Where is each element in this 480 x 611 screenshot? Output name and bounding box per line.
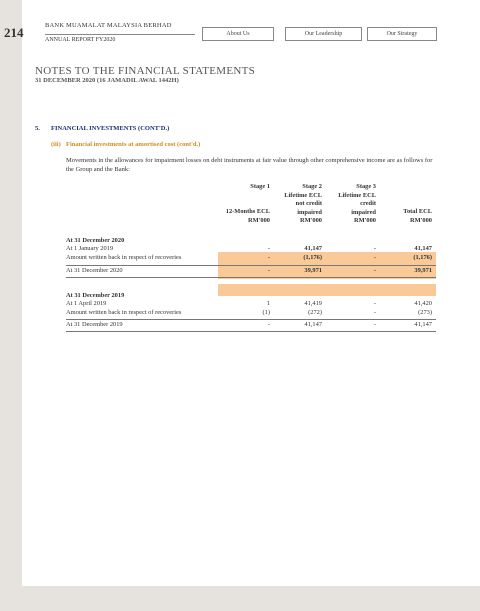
note-number: 5. [35, 125, 40, 132]
table-cell: 41,420 [414, 300, 432, 307]
section-title: NOTES TO THE FINANCIAL STATEMENTS [35, 65, 256, 77]
table-row-label: Amount written back in respect of recoveries [66, 254, 182, 261]
table-row-label: Amount written back in respect of recoveries [66, 309, 182, 316]
table-cell: - [373, 245, 376, 252]
col-header-total: Total ECL RM'000 [403, 208, 432, 224]
table-cell: - [373, 300, 376, 307]
note-title: FINANCIAL INVESTMENTS (CONT'D.) [51, 125, 170, 132]
nav-our-strategy-button[interactable]: Our Strategy [367, 27, 437, 41]
sub-number: (iii) [51, 141, 61, 148]
table-cell: 1 [266, 300, 270, 307]
table-cell: - [267, 254, 270, 261]
block-2020-heading: At 31 December 2020 [66, 237, 125, 244]
table-cell: 41,147 [304, 321, 322, 328]
table-cell: (1) [262, 309, 270, 316]
table-cell: - [373, 267, 376, 274]
table-cell: - [373, 309, 376, 316]
nav-about-us-button[interactable]: About Us [202, 27, 274, 41]
section-date: 31 DECEMBER 2020 (16 JAMADIL AWAL 1442H) [35, 77, 179, 84]
highlight-2020-total [218, 284, 436, 296]
table-rule [66, 265, 436, 266]
table-cell: 41,147 [414, 321, 432, 328]
col-header-stage1-unit: 12-Months ECL RM'000 [225, 208, 270, 224]
table-row-label: At 1 January 2019 [66, 245, 114, 252]
company-name: BANK MUAMALAT MALAYSIA BERHAD [45, 22, 172, 29]
col-header-stage1: Stage 1 [250, 183, 270, 190]
col-header-stage3: Stage 3 Lifetime ECL credit impaired RM'000 [338, 183, 376, 224]
table-cell: - [373, 254, 376, 261]
table-cell: 39,971 [304, 267, 322, 274]
table-cell: (1,176) [413, 254, 432, 261]
nav-our-leadership-button[interactable]: Our Leadership [285, 27, 362, 41]
table-rule [66, 331, 436, 332]
table-cell: - [373, 321, 376, 328]
table-total-label: At 31 December 2019 [66, 321, 123, 328]
table-rule [66, 319, 436, 320]
table-cell: 41,419 [304, 300, 322, 307]
block-2019-heading: At 31 December 2019 [66, 292, 125, 299]
table-cell: - [267, 245, 270, 252]
col-header-stage2: Stage 2 Lifetime ECL not credit impaired RM'000 [284, 183, 322, 224]
table-cell: - [267, 267, 270, 274]
table-row-label: At 1 April 2019 [66, 300, 107, 307]
sub-title: Financial investments at amortised cost (cont'd.) [66, 141, 201, 148]
table-cell: 39,971 [414, 267, 432, 274]
intro-paragraph: Movements in the allowances for impairment losses on debt instruments at fair value through other comprehensive income are as follows for the Group and the Bank: [66, 157, 433, 173]
table-cell: (273) [418, 309, 432, 316]
report-title: ANNUAL REPORT FY2020 [45, 37, 116, 43]
page-number: 214 [4, 25, 24, 40]
table-total-label: At 31 December 2020 [66, 267, 123, 274]
table-rule [66, 277, 436, 278]
table-cell: (272) [308, 309, 322, 316]
table-cell: - [267, 321, 270, 328]
table-cell: 41,147 [304, 245, 322, 252]
table-cell: 41,147 [414, 245, 432, 252]
table-cell: (1,176) [303, 254, 322, 261]
